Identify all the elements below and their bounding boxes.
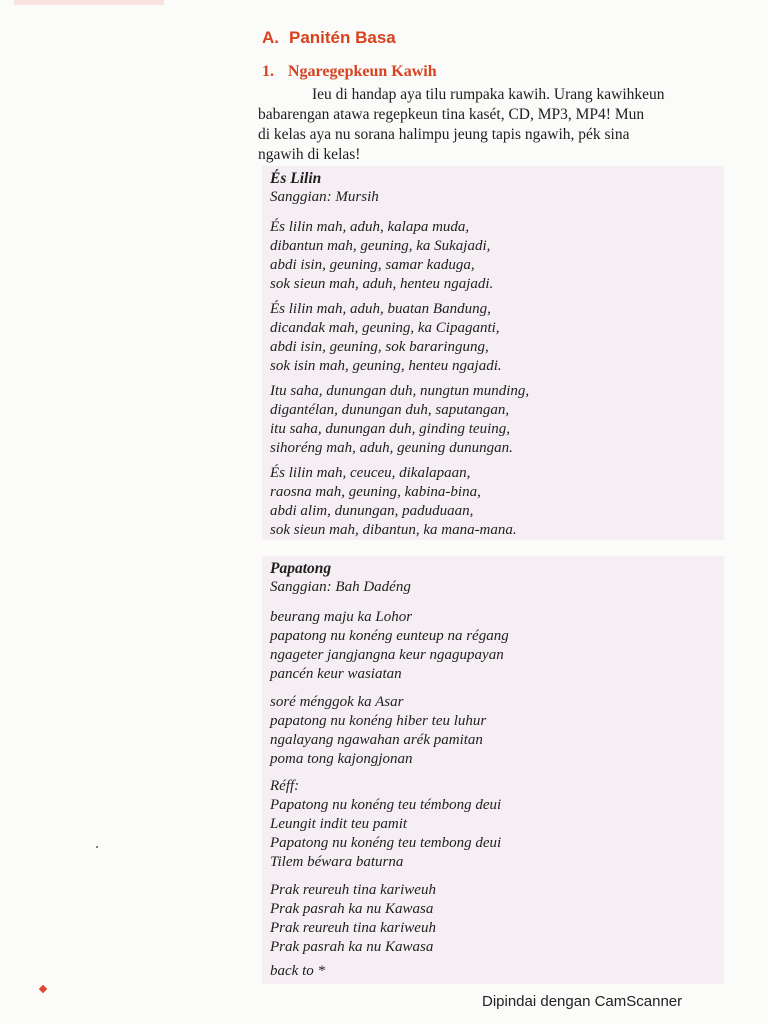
song-stanza xyxy=(270,693,486,769)
lyric-line: ngageter jangjangna keur ngagupayan xyxy=(270,647,504,663)
lyric-line: papatong nu konéng hiber teu luhur xyxy=(270,713,487,729)
song-box-papatong xyxy=(262,556,724,984)
section-letter: A. xyxy=(262,28,279,47)
lyric-line: itu saha, dunungan duh, ginding teuing, xyxy=(270,421,510,437)
lyric-line: Prak reureuh tina kariweuh xyxy=(270,920,436,936)
song-stanza xyxy=(270,777,501,872)
lyric-line: Prak pasrah ka nu Kawasa xyxy=(270,901,434,917)
lyric-line: dicandak mah, geuning, ka Cipaganti, xyxy=(270,320,500,336)
song-title: És Lilin xyxy=(270,170,322,187)
song-title: Papatong xyxy=(270,560,332,577)
lyric-line: raosna mah, geuning, kabina-bina, xyxy=(270,484,481,500)
subsection-title: Ngaregepkeun Kawih xyxy=(288,63,437,80)
song-composer: Sanggian: Bah Dadéng xyxy=(270,579,411,595)
lyric-line: sok sieun mah, aduh, henteu ngajadi. xyxy=(270,276,494,292)
lyric-line: És lilin mah, ceuceu, dikalapaan, xyxy=(270,465,471,481)
lyric-line: digantélan, dunungan duh, saputangan, xyxy=(270,402,510,418)
lyric-line: abdi isin, geuning, sok bararingung, xyxy=(270,339,489,355)
lyric-line: Prak pasrah ka nu Kawasa xyxy=(270,939,434,955)
lyric-line: sok isin mah, geuning, henteu ngajadi. xyxy=(270,358,502,374)
song-stanza xyxy=(270,464,517,540)
lyric-line: soré ménggok ka Asar xyxy=(270,694,404,710)
lyric-line: abdi isin, geuning, samar kaduga, xyxy=(270,257,475,273)
song-stanza xyxy=(270,962,325,981)
section-title: Panitén Basa xyxy=(289,28,396,47)
song-stanza xyxy=(270,382,529,458)
subsection-heading xyxy=(262,63,437,81)
margin-mark-icon xyxy=(39,985,47,993)
back-to-note: back to * xyxy=(270,963,325,979)
lyric-line: papatong nu konéng eunteup na régang xyxy=(270,628,509,644)
intro-line: babarengan atawa regepkeun tina kasét, CD, MP3, MP4! Mun xyxy=(258,106,645,123)
header-smudge xyxy=(14,0,164,5)
lyric-line: Papatong nu konéng teu témbong deui xyxy=(270,797,502,813)
intro-line: Ieu di handap aya tilu rumpaka kawih. Urang kawihkeun xyxy=(312,86,665,103)
section-heading xyxy=(262,28,396,48)
page-speck xyxy=(96,846,98,848)
subsection-number: 1. xyxy=(262,63,274,80)
song-stanza xyxy=(270,881,436,957)
lyric-line: pancén keur wasiatan xyxy=(270,666,402,682)
lyric-line: Leungit indit teu pamit xyxy=(270,816,408,832)
lyric-line: ngalayang ngawahan arék pamitan xyxy=(270,732,483,748)
lyric-line: Itu saha, dunungan duh, nungtun munding, xyxy=(270,383,530,399)
song-stanza xyxy=(270,300,502,376)
lyric-line: abdi alim, dunungan, paduduaan, xyxy=(270,503,474,519)
intro-paragraph xyxy=(258,85,724,165)
intro-line: di kelas aya nu sorana halimpu jeung tapis ngawih, pék sina xyxy=(258,126,630,143)
song-stanza xyxy=(270,608,509,684)
lyric-line: sihoréng mah, aduh, geuning dunungan. xyxy=(270,440,513,456)
song-stanza xyxy=(270,218,493,294)
lyric-line: És lilin mah, aduh, buatan Bandung, xyxy=(270,301,491,317)
intro-line: ngawih di kelas! xyxy=(258,146,361,163)
lyric-line: beurang maju ka Lohor xyxy=(270,609,413,625)
lyric-line: poma tong kajongjonan xyxy=(270,751,413,767)
lyric-line: Papatong nu konéng teu tembong deui xyxy=(270,835,502,851)
refrain-label: Réff: xyxy=(270,778,300,794)
lyric-line: dibantun mah, geuning, ka Sukajadi, xyxy=(270,238,491,254)
song-box-es-lilin xyxy=(262,166,724,540)
lyric-line: sok sieun mah, dibantun, ka mana-mana. xyxy=(270,522,517,538)
lyric-line: Prak reureuh tina kariweuh xyxy=(270,882,436,898)
scanner-watermark: Dipindai dengan CamScanner xyxy=(482,993,683,1010)
lyric-line: És lilin mah, aduh, kalapa muda, xyxy=(270,219,470,235)
lyric-line: Tilem béwara baturna xyxy=(270,854,404,870)
song-composer: Sanggian: Mursih xyxy=(270,189,379,205)
